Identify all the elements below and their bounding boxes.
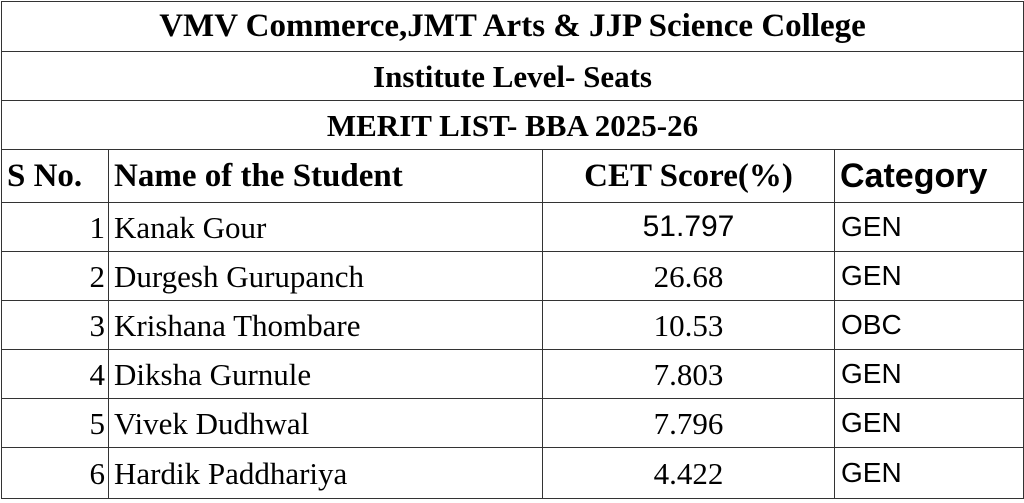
cell-score: 7.803: [543, 350, 835, 399]
table-row: [2, 350, 1024, 399]
cell-name: Diksha Gurnule: [109, 350, 543, 399]
cell-category: GEN: [835, 448, 1024, 499]
cell-score: 4.422: [543, 448, 835, 499]
merit-list-table: [1, 1, 1024, 499]
cell-sno: 5: [2, 399, 109, 448]
cell-name: Krishana Thombare: [109, 301, 543, 350]
cell-sno: 3: [2, 301, 109, 350]
cell-name: Kanak Gour: [109, 203, 543, 252]
column-header-name: Name of the Student: [109, 150, 543, 203]
seat-type: Institute Level- Seats: [2, 52, 1024, 101]
title-row-seats: [2, 52, 1024, 101]
column-header-category: Category: [835, 150, 1024, 203]
cell-name: Vivek Dudhwal: [109, 399, 543, 448]
cell-name: Durgesh Gurupanch: [109, 252, 543, 301]
cell-score: 26.68: [543, 252, 835, 301]
column-header-score: CET Score(%): [543, 150, 835, 203]
table-row: [2, 252, 1024, 301]
title-row-college: [2, 2, 1024, 52]
cell-category: OBC: [835, 301, 1024, 350]
college-name: VMV Commerce,JMT Arts & JJP Science College: [2, 2, 1024, 52]
table-row: [2, 203, 1024, 252]
table-row: [2, 301, 1024, 350]
cell-category: GEN: [835, 350, 1024, 399]
cell-score: 7.796: [543, 399, 835, 448]
title-row-list: [2, 101, 1024, 150]
list-title: MERIT LIST- BBA 2025-26: [2, 101, 1024, 150]
table-row: [2, 448, 1024, 499]
cell-name: Hardik Paddhariya: [109, 448, 543, 499]
cell-sno: 2: [2, 252, 109, 301]
cell-score: 51.797: [543, 203, 835, 252]
cell-sno: 4: [2, 350, 109, 399]
cell-category: GEN: [835, 203, 1024, 252]
table-header-row: [2, 150, 1024, 203]
cell-sno: 6: [2, 448, 109, 499]
column-header-sno: S No.: [2, 150, 109, 203]
cell-score: 10.53: [543, 301, 835, 350]
table-row: [2, 399, 1024, 448]
cell-category: GEN: [835, 252, 1024, 301]
cell-category: GEN: [835, 399, 1024, 448]
cell-sno: 1: [2, 203, 109, 252]
